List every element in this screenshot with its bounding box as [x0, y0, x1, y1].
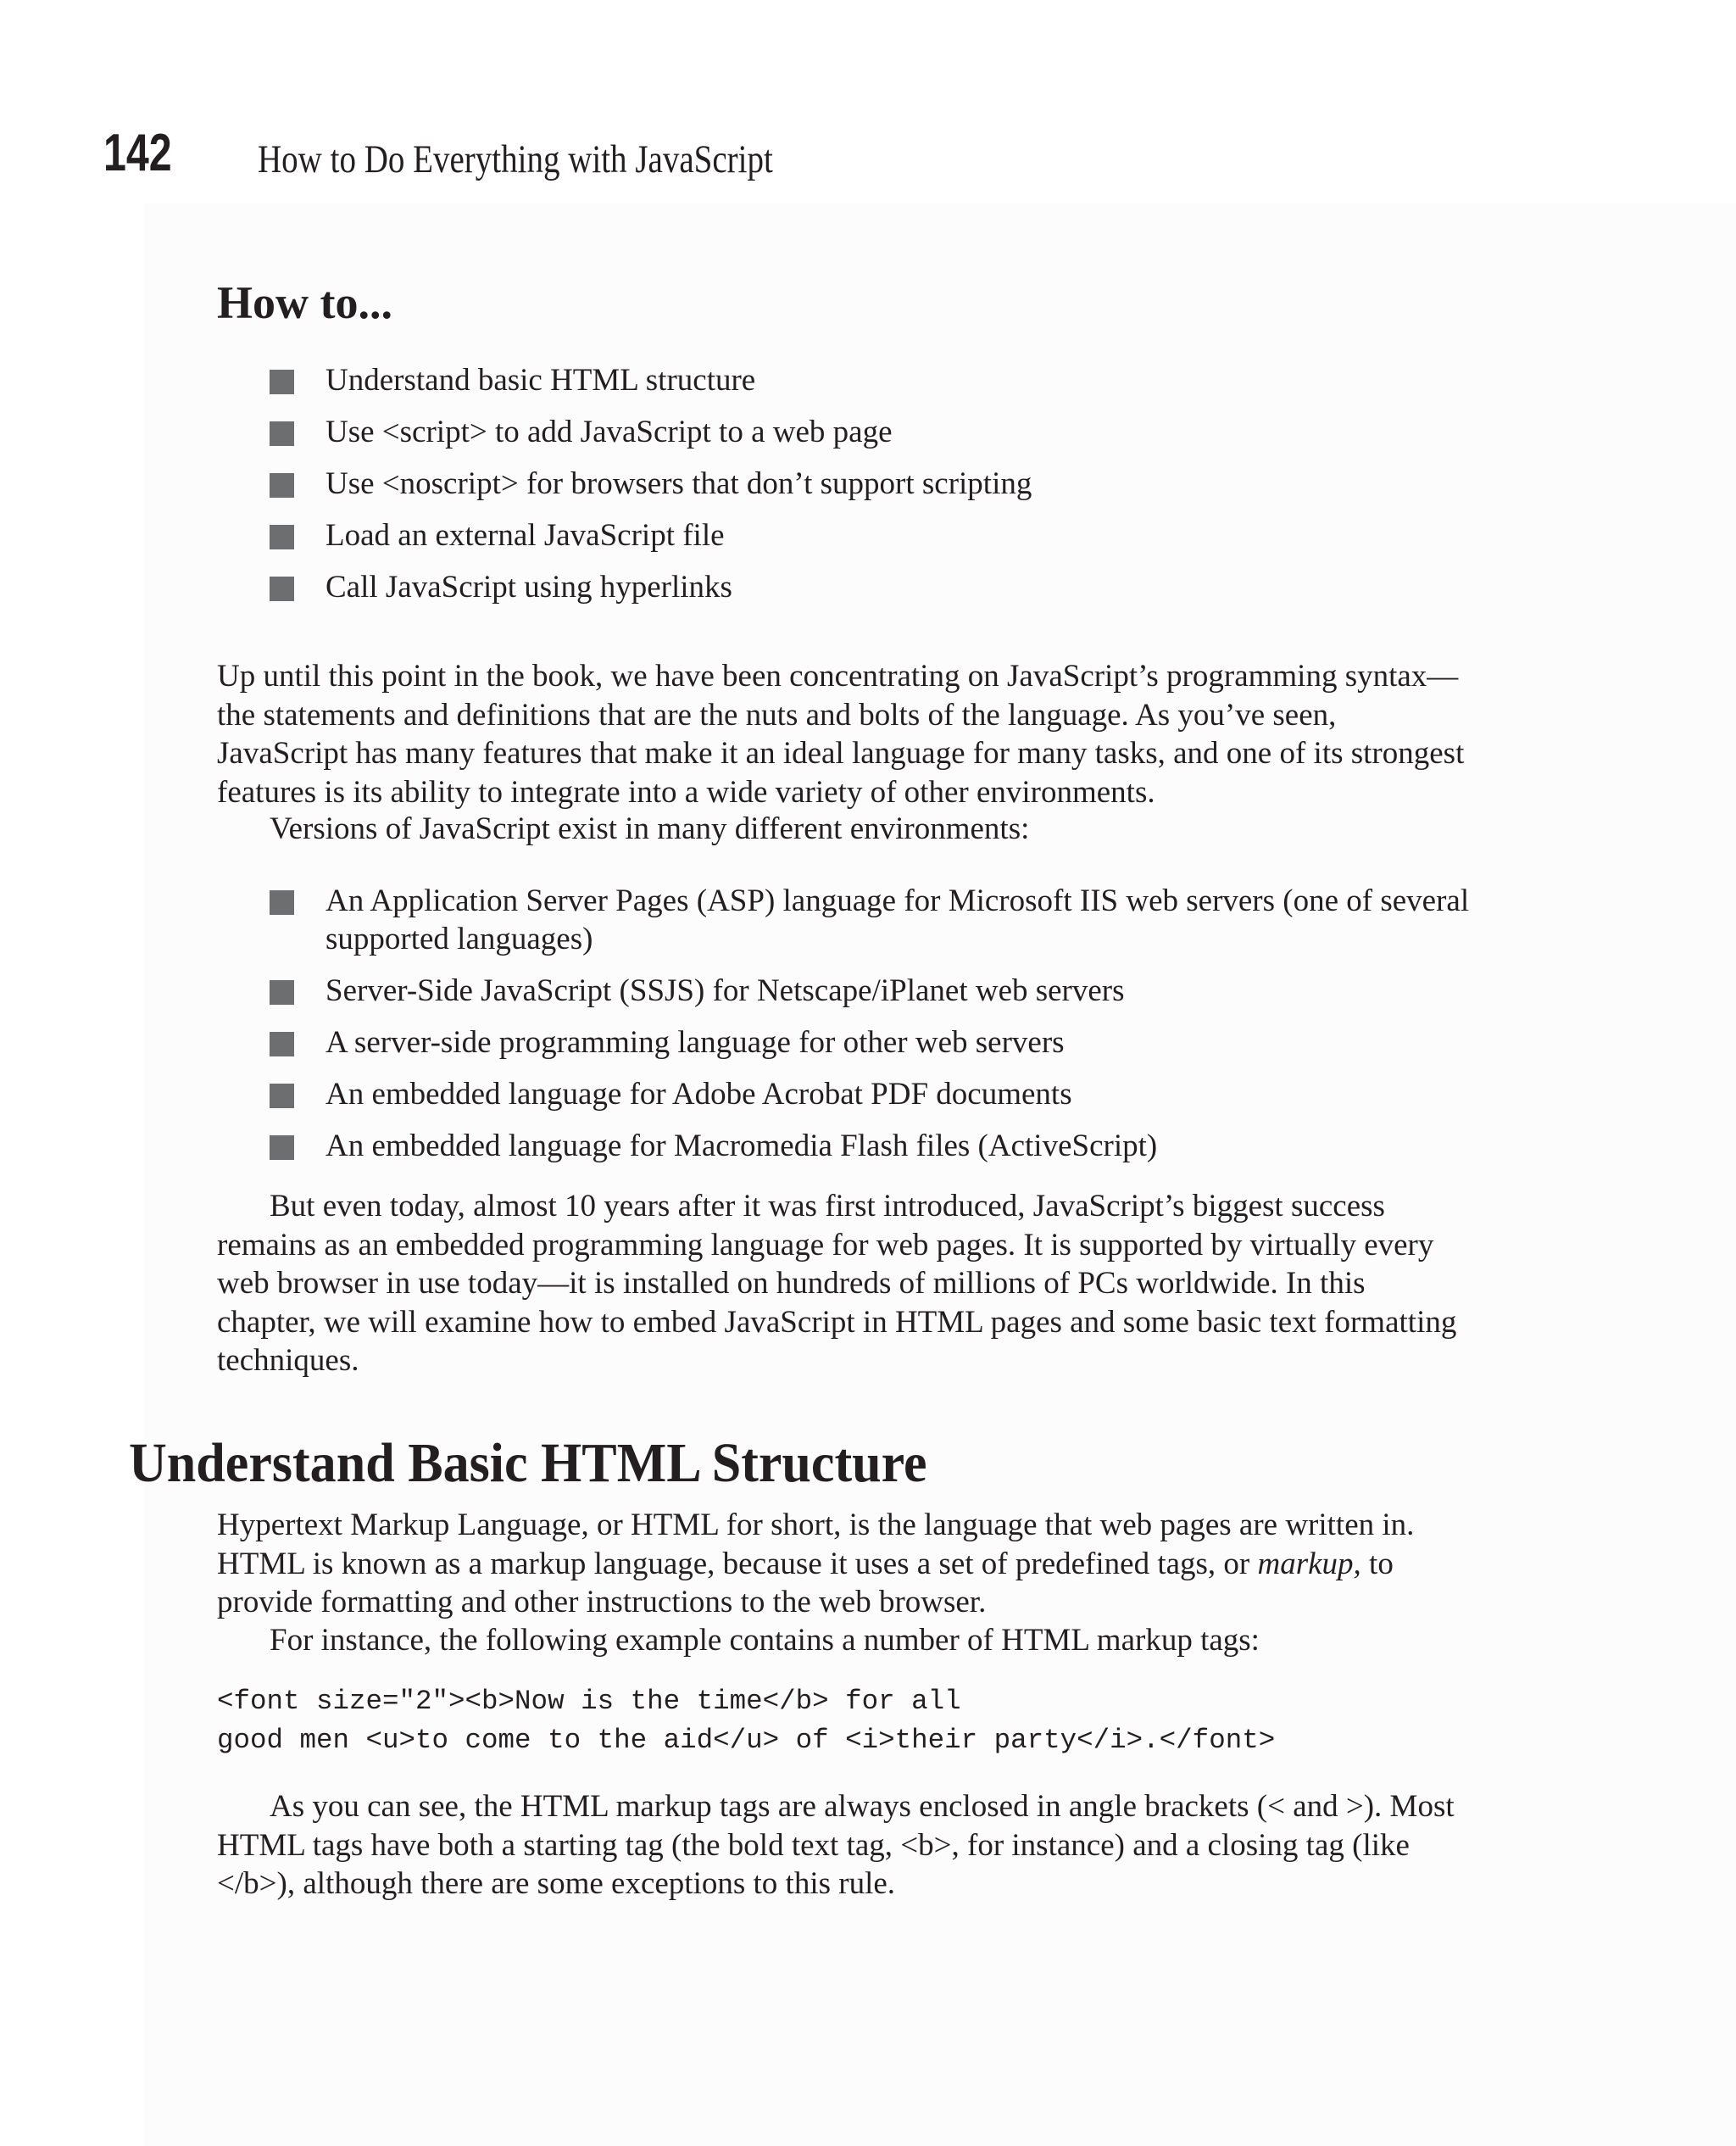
list-item: [270, 568, 1032, 606]
square-bullet-icon: [270, 421, 294, 446]
list-item-text: Understand basic HTML structure: [326, 363, 756, 398]
summary-paragraph: But even today, almost 10 years after it was first introduced, JavaScript’s biggest success remains as an embedded programming language for web pages. It is supported by virtually every web browser in use today—it is installed on hundreds of millions of PCs worldwide. In this chapter, we will examine how to embed JavaScript in HTML pages and some basic text formatting techniques.: [217, 1189, 1457, 1378]
list-item-text: An Application Server Pages (ASP) language for Microsoft IIS web servers (one of several supported languages): [326, 883, 1470, 956]
square-bullet-icon: [270, 1084, 294, 1108]
howto-list: [270, 361, 1032, 620]
list-item: [270, 413, 1032, 451]
list-item: [270, 465, 1032, 503]
paragraph-text: Hypertext Markup Language, or HTML for short, is the language that web pages are written in. HTML is known as a markup language, because it uses a set of predefined tags, or: [217, 1508, 1415, 1581]
intro-paragraph: Up until this point in the book, we have been concentrating on JavaScript’s programming syntax—the statements and definitions that are the nuts and bolts of the language. As you’ve seen, JavaScript has many features that make it an ideal language for many tasks, and one of its strongest features is its ability to integrate into a wide variety of other environments.: [217, 659, 1465, 810]
square-bullet-icon: [270, 980, 294, 1005]
list-item-text: Server-Side JavaScript (SSJS) for Netscape/iPlanet web servers: [326, 973, 1125, 1008]
howto-heading: How to...: [217, 277, 392, 328]
list-item-text: An embedded language for Adobe Acrobat PDF documents: [326, 1077, 1072, 1112]
list-item-text: Call JavaScript using hyperlinks: [326, 570, 732, 605]
paragraph-text: to provide formatting and other instructions to the web browser.: [217, 1546, 1394, 1619]
list-item-text: A server-side programming language for other web servers: [326, 1025, 1065, 1060]
square-bullet-icon: [270, 370, 294, 394]
list-item-text: Use <noscript> for browsers that don’t support scripting: [326, 466, 1032, 501]
list-item-text: Load an external JavaScript file: [326, 518, 725, 553]
code-example: [217, 1682, 1275, 1760]
list-item: [270, 972, 1507, 1010]
section-heading: Understand Basic HTML Structure: [129, 1432, 927, 1494]
list-item-text: Use <script> to add JavaScript to a web page: [326, 415, 893, 449]
list-item: [270, 882, 1507, 958]
running-head-title: How to Do Everything with JavaScript: [258, 137, 773, 181]
list-item: [270, 1127, 1507, 1165]
list-item-text: An embedded language for Macromedia Flash files (ActiveScript): [326, 1129, 1158, 1163]
list-item: [270, 1075, 1507, 1113]
square-bullet-icon: [270, 1135, 294, 1160]
list-item: [270, 516, 1032, 555]
italic-term: markup,: [1257, 1546, 1361, 1581]
environments-lead-paragraph: Versions of JavaScript exist in many different environments:: [270, 811, 1030, 846]
tags-explanation-paragraph: As you can see, the HTML markup tags are always enclosed in angle brackets (< and >). Most HTML tags have both a starting tag (the bold text tag, <b>, for instance) and a closing tag (like </b>), although there are some exceptions to this rule.: [217, 1789, 1455, 1901]
code-line: <font size="2"><b>Now is the time</b> for all: [217, 1686, 961, 1717]
square-bullet-icon: [270, 473, 294, 498]
square-bullet-icon: [270, 1032, 294, 1056]
square-bullet-icon: [270, 577, 294, 601]
list-item: [270, 1023, 1507, 1062]
html-definition-paragraph: [217, 1506, 1472, 1622]
square-bullet-icon: [270, 525, 294, 549]
code-line: good men <u>to come to the aid</u> of <i>their party</i>.</font>: [217, 1725, 1276, 1756]
page-number: 142: [103, 124, 172, 182]
list-item: [270, 361, 1032, 399]
environments-list: [270, 882, 1507, 1179]
example-lead-paragraph: For instance, the following example contains a number of HTML markup tags:: [270, 1623, 1260, 1658]
square-bullet-icon: [270, 890, 294, 915]
